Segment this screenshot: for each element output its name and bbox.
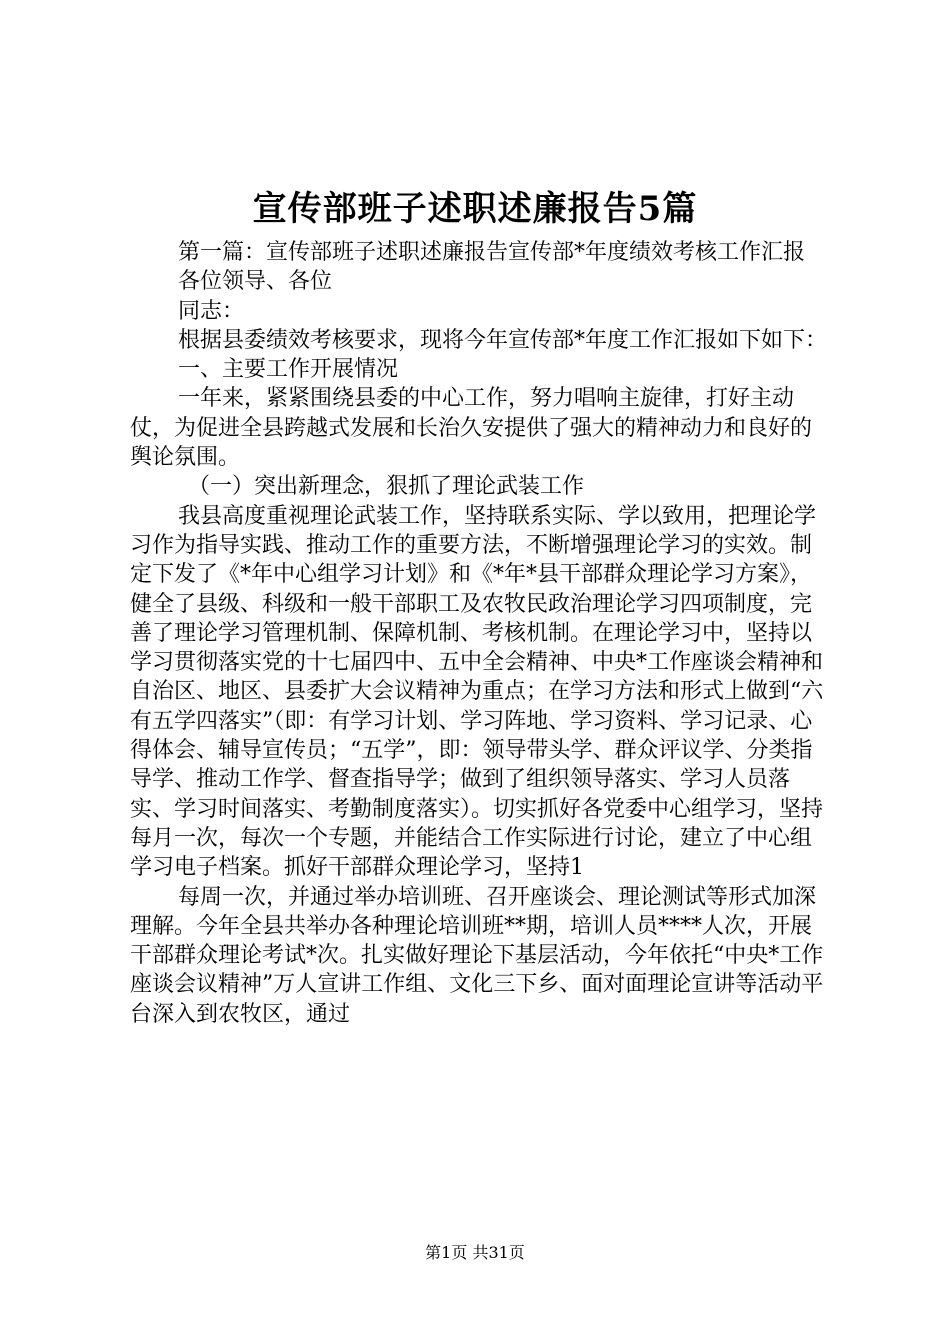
paragraph-overview: 一年来，紧紧围绕县委的中心工作，努力唱响主旋律，打好主动仗，为促进全县跨越式发展和长治久安提供了强大的精神动力和良好的舆论氛围。 <box>130 386 813 471</box>
document-body <box>130 238 830 1029</box>
document-title: 宣传部班子述职述廉报告5篇 <box>252 189 698 229</box>
paragraph-salutation: 各位领导、各位 <box>178 269 333 295</box>
paragraph-weekly-study: 每周一次，并通过举办培训班、召开座谈会、理论测试等形式加深理解。今年全县共举办各种理论培训班**期，培训人员****人次，开展干部群众理论考试*次。扎实做好理论下基层活动，今年依托“中央*工作座谈会议精神”万人宣讲工作组、文化三下乡、面对面理论宣讲等活动平台深入到农牧区，通过 <box>130 884 824 1027</box>
page-footer: 第1页 共31页 <box>425 1243 525 1262</box>
paragraph-theory-study: 我县高度重视理论武装工作，坚持联系实际、学以致用，把理论学习作为指导实践、推动工作的重要方法，不断增强理论学习的实效。制定下发了《*年中心组学习计划》和《*年*县干部群众理论学习方案》，健全了县级、科级和一般干部职工及农牧民政治理论学习四项制度，完善了理论学习管理机制、保障机制、考核机制。在理论学习中，坚持以学习贯彻落实党的十七届四中、五中全会精神、中央*工作座谈会精神和自治区、地区、县委扩大会议精神为重点；在学习方法和形式上做到“六有五学四落实”（即：有学习计划、学习阵地、学习资料、学习记录、心得体会、辅导宣传员；“五学”，即：领导带头学、群众评议学、分类指导学、推动工作学、督查指导学；做到了组织领导落实、学习人员落实、学习时间落实、考勤制度落实）。切实抓好各党委中心组学习，坚持每月一次，每次一个专题，并能结合工作实际进行讨论，建立了中心组学习电子档案。抓好干部群众理论学习，坚持1 <box>130 503 824 881</box>
paragraph-intro: 根据县委绩效考核要求，现将今年宣传部*年度工作汇报如下如下： <box>178 327 828 353</box>
paragraph-salutation-comrades: 同志： <box>178 298 245 324</box>
section-heading-main-work: 一、主要工作开展情况 <box>178 357 399 383</box>
paragraph-heading-first: 第一篇：宣传部班子述职述廉报告宣传部*年度绩效考核工作汇报 <box>178 240 806 265</box>
subsection-heading-theory: （一）突出新理念，狠抓了理论武装工作 <box>188 474 585 500</box>
